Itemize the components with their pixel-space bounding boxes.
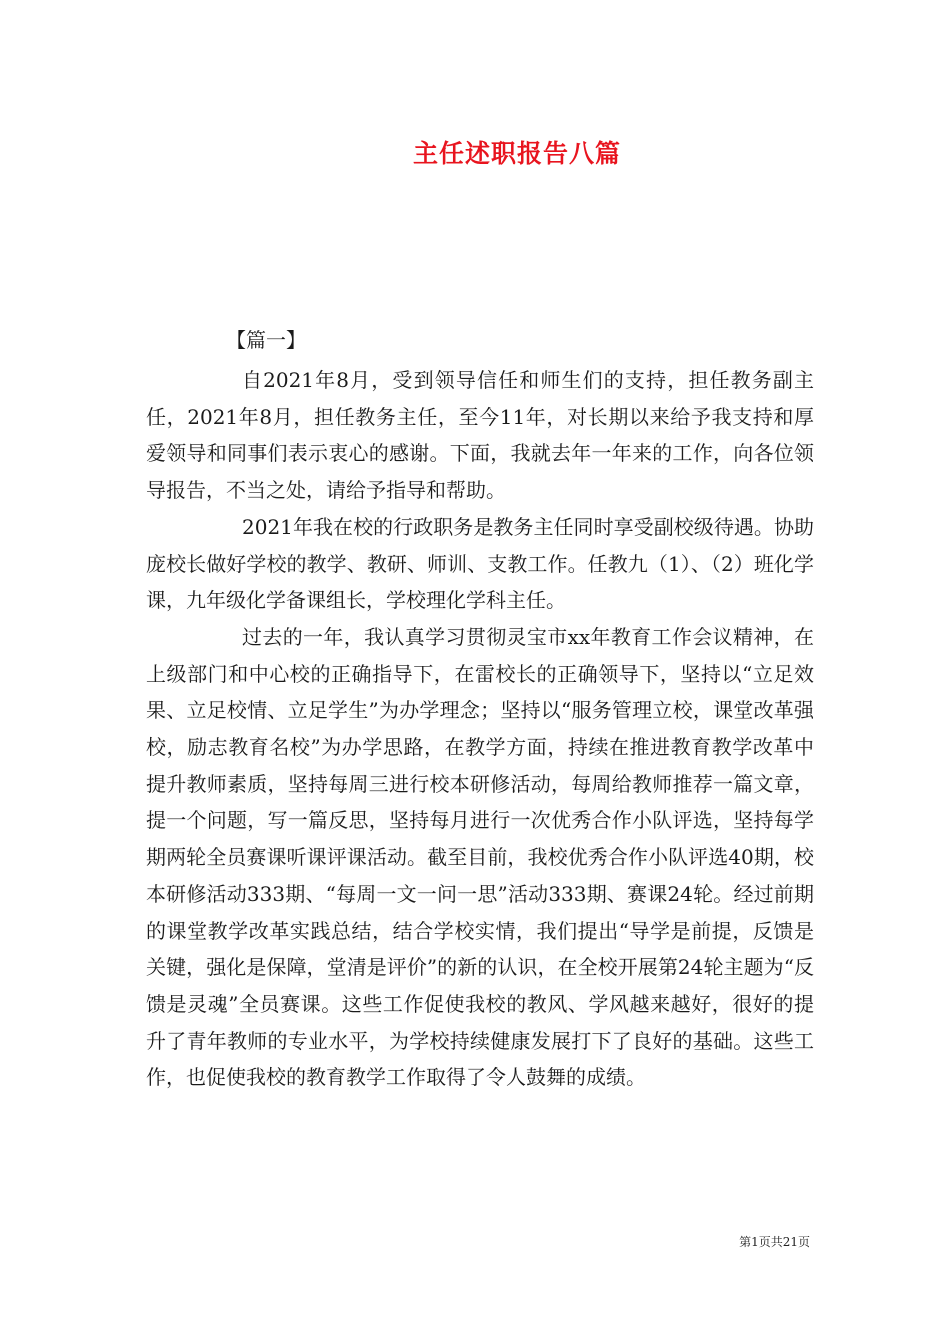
section-label: 【篇一】	[226, 328, 306, 352]
document-title: 主任述职报告八篇	[412, 139, 621, 168]
page-indicator: 第1页共21页	[739, 1235, 810, 1249]
paragraph: 自2021年8月，受到领导信任和师生们的支持，担任教务副主任，2021年8月，担任教务主任，至今11年，对长期以来给予我支持和厚爱领导和同事们表示衷心的感谢。下面，我就去年一年来的工作，向各位领导报告，不当之处，请给予指导和帮助。	[146, 368, 814, 503]
paragraph: 2021年我在校的行政职务是教务主任同时享受副校级待遇。协助庞校长做好学校的教学、教研、师训、支教工作。任教九（1）、（2）班化学课，九年级化学备课组长，学校理化学科主任。	[146, 514, 814, 613]
paragraph: 过去的一年，我认真学习贯彻灵宝市xx年教育工作会议精神，在上级部门和中心校的正确指导下，在雷校长的正确领导下，坚持以“立足效果、立足校情、立足学生”为办学理念；坚持以“服务管理立校，课堂改革强校，励志教育名校”为办学思路，在教学方面，持续在推进教育教学改革中提升教师素质，坚持每周三进行校本研修活动，每周给教师推荐一篇文章，提一个问题，写一篇反思，坚持每月进行一次优秀合作小队评选，坚持每学期两轮全员赛课听课评课活动。截至目前，我校优秀合作小队评选40期，校本研修活动333期、“每周一文一问一思”活动333期、赛课24轮。经过前期的课堂教学改革实践总结，结合学校实情，我们提出“导学是前提，反馈是关键，强化是保障，堂清是评价”的新的认识，在全校开展第24轮主题为“反馈是灵魂”全员赛课。这些工作促使我校的教风、学风越来越好，很好的提升了青年教师的专业水平，为学校持续健康发展打下了良好的基础。这些工作，也促使我校的教育教学工作取得了令人鼓舞的成绩。	[146, 624, 814, 1090]
document-body	[146, 362, 814, 1096]
